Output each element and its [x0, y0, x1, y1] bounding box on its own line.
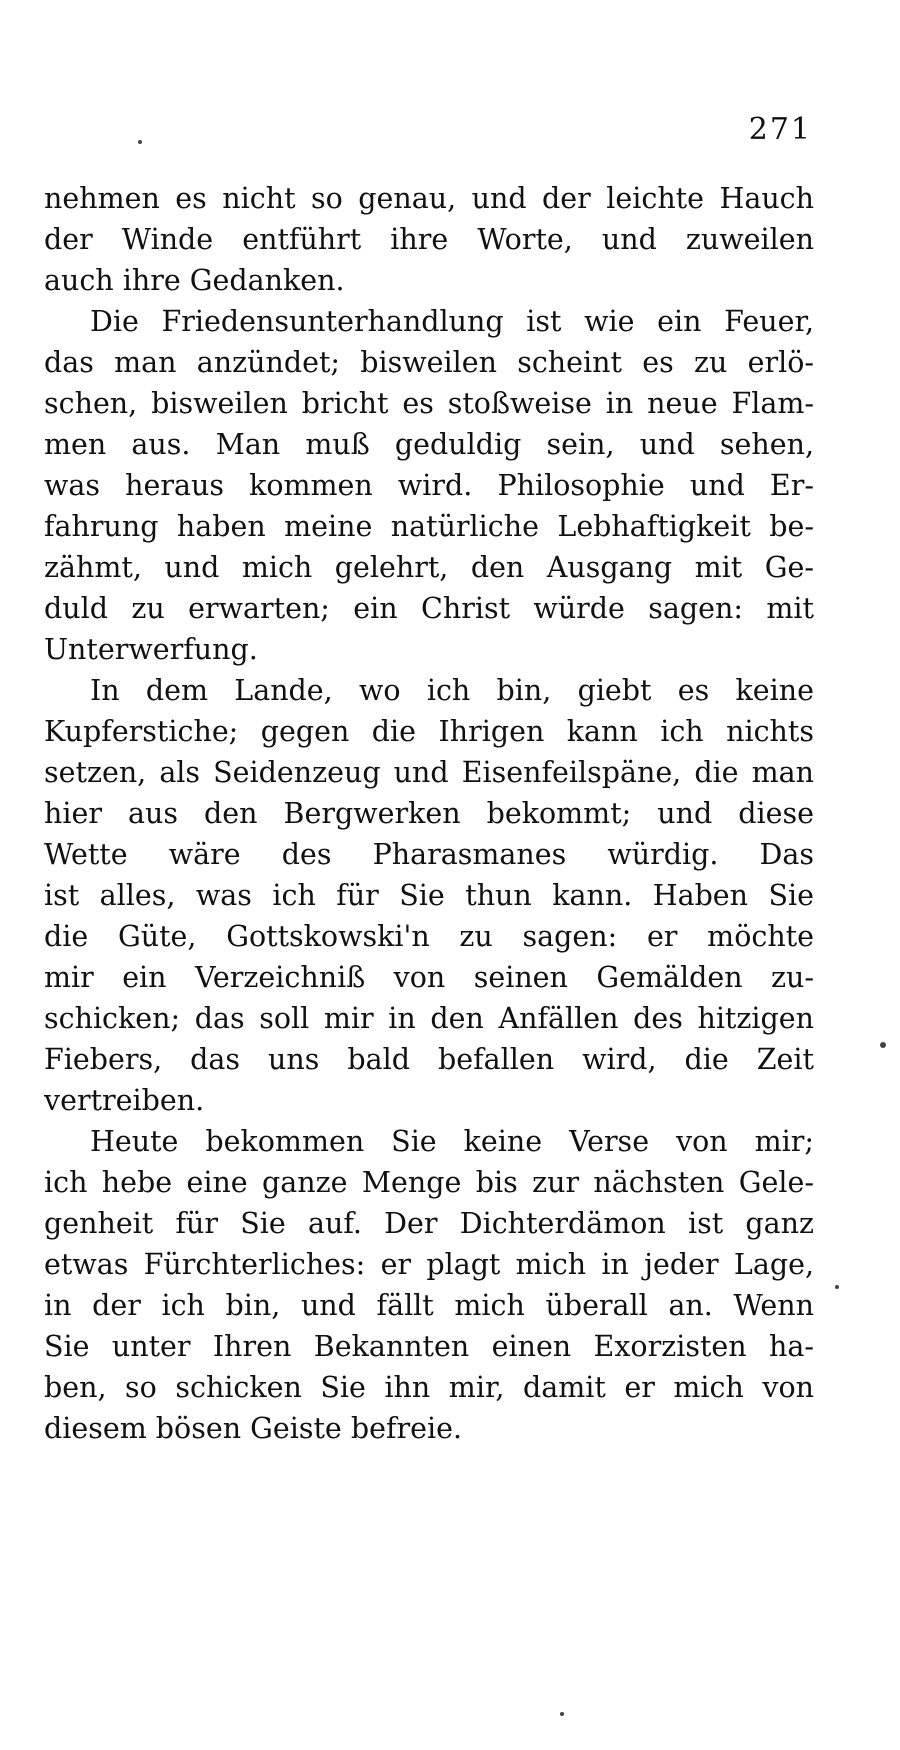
- text-line: zähmt, und mich gelehrt, den Ausgang mit Ge-: [44, 551, 814, 584]
- text-line: men aus. Man muß geduldig sein, und sehen,: [44, 428, 814, 461]
- text-line: die Güte, Gottskowski'n zu sagen: er möchte: [44, 920, 814, 953]
- text-line: setzen, als Seidenzeug und Eisenfeilspäne, die man: [44, 756, 814, 789]
- text-line: Unterwerfung.: [44, 633, 258, 666]
- text-line: Kupferstiche; gegen die Ihrigen kann ich nichts: [44, 715, 814, 748]
- text-line: ich hebe eine ganze Menge bis zur nächsten Gele-: [44, 1166, 814, 1199]
- text-line: der Winde entführt ihre Worte, und zuweilen: [44, 223, 814, 256]
- scan-speck: [835, 1285, 839, 1289]
- text-line: vertreiben.: [44, 1084, 205, 1117]
- page-number: 271: [748, 112, 812, 147]
- scan-speck: [138, 140, 142, 144]
- text-line: hier aus den Bergwerken bekommt; und diese: [44, 797, 814, 830]
- scan-speck: [560, 1712, 564, 1716]
- text-line: was heraus kommen wird. Philosophie und Er-: [44, 469, 814, 502]
- text-line: auch ihre Gedanken.: [44, 264, 345, 297]
- text-line: Sie unter Ihren Bekannten einen Exorzisten ha-: [44, 1330, 814, 1363]
- scan-speck: [880, 1042, 886, 1048]
- text-line: schen, bisweilen bricht es stoßweise in neue Flam-: [44, 387, 814, 420]
- text-line: diesem bösen Geiste befreie.: [44, 1412, 463, 1445]
- text-line: nehmen es nicht so genau, und der leichte Hauch: [44, 182, 814, 215]
- paragraph-4: [44, 1125, 814, 1456]
- text-line: ben, so schicken Sie ihn mir, damit er mich von: [44, 1371, 814, 1404]
- text-line: duld zu erwarten; ein Christ würde sagen: mit: [44, 592, 814, 625]
- text-line: etwas Fürchterliches: er plagt mich in jeder Lage,: [44, 1248, 814, 1281]
- body-text: [44, 182, 814, 1456]
- text-line: ist alles, was ich für Sie thun kann. Haben Sie: [44, 879, 814, 912]
- text-line: Fiebers, das uns bald befallen wird, die Zeit: [44, 1043, 814, 1076]
- text-line: mir ein Verzeichniß von seinen Gemälden zu-: [44, 961, 814, 994]
- text-line: Wette wäre des Pharasmanes würdig. Das: [44, 838, 814, 871]
- text-line: in der ich bin, und fällt mich überall an. Wenn: [44, 1289, 814, 1322]
- paragraph-2: [44, 305, 814, 677]
- text-line: schicken; das soll mir in den Anfällen des hitzigen: [44, 1002, 814, 1035]
- paragraph-1: [44, 182, 814, 308]
- text-line: Heute bekommen Sie keine Verse von mir;: [90, 1125, 814, 1158]
- text-line: das man anzündet; bisweilen scheint es zu erlö-: [44, 346, 814, 379]
- text-line: Die Friedensunterhandlung ist wie ein Feuer,: [90, 305, 814, 338]
- text-line: In dem Lande, wo ich bin, giebt es keine: [90, 674, 814, 707]
- paragraph-3: [44, 674, 814, 1128]
- text-line: genheit für Sie auf. Der Dichterdämon ist ganz: [44, 1207, 814, 1240]
- text-line: fahrung haben meine natürliche Lebhaftigkeit be-: [44, 510, 814, 543]
